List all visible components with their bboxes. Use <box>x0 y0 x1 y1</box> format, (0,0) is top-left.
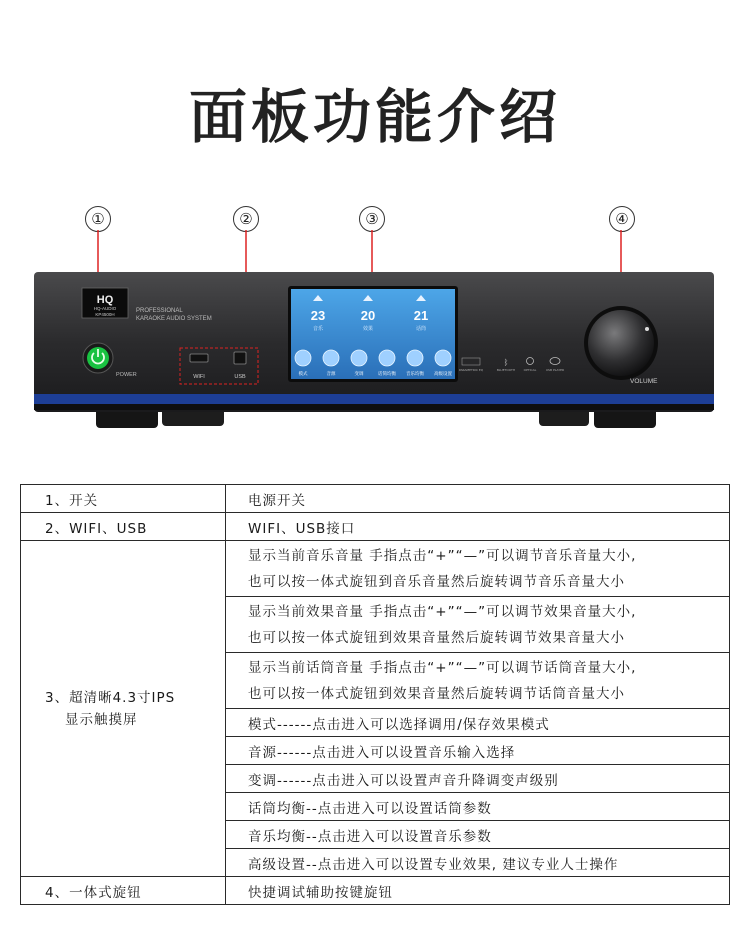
svg-text:OPTICAL: OPTICAL <box>523 368 537 372</box>
model-number: KP4500H <box>95 312 115 317</box>
table-row <box>21 541 730 597</box>
wifi-port <box>190 354 208 362</box>
svg-text:USB PLAYER: USB PLAYER <box>545 368 565 372</box>
usb-label: USB <box>234 374 246 380</box>
usb-port <box>234 352 246 364</box>
level-mic-label: 话筒 <box>415 326 427 332</box>
row1-desc: 电源开关 <box>226 485 730 513</box>
table-row <box>21 513 730 541</box>
wifi-label: WIFI <box>193 374 205 380</box>
svg-text:BLUETOOTH: BLUETOOTH <box>496 368 516 372</box>
row3-item-mode: 模式------点击进入可以选择调用/保存效果模式 <box>226 709 730 737</box>
row3-name <box>21 541 226 877</box>
system-line-1: PROFESSIONAL <box>136 308 183 314</box>
row3-desc-mic: 显示当前话筒音量 手指点击“+”“—”可以调节话筒音量大小, 也可以按一体式旋钮到效果音量然后旋转调节话筒音量大小 <box>226 653 730 709</box>
level-music-value: 23 <box>310 308 326 323</box>
function-table <box>20 484 730 905</box>
row3-desc-music: 显示当前音乐音量 手指点击“+”“—”可以调节音乐音量大小, 也可以按一体式旋钮到音乐音量然后旋转调节音乐音量大小 <box>226 541 730 597</box>
svg-text:模式: 模式 <box>298 372 308 377</box>
table-row <box>21 485 730 513</box>
svg-text:音源: 音源 <box>326 372 336 377</box>
bluetooth-icon: ᛒ <box>503 358 509 367</box>
row3-name-line1: 3、超清晰4.3寸IPS <box>45 689 176 706</box>
svg-text:变调: 变调 <box>354 372 364 377</box>
svg-text:高级设置: 高级设置 <box>434 372 452 377</box>
volume-knob[interactable] <box>588 310 654 376</box>
row3-name-line2: 显示触摸屏 <box>65 711 138 728</box>
level-effect-value: 20 <box>360 308 376 323</box>
row3-item-pitch: 变调------点击进入可以设置声音升降调变声级别 <box>226 765 730 793</box>
svg-text:PARAMETRIC EQ: PARAMETRIC EQ <box>458 368 484 372</box>
brand-sub: HQ-AUDIO <box>93 306 117 311</box>
row3-item-source: 音源------点击进入可以设置音乐输入选择 <box>226 737 730 765</box>
page-title: 面板功能介绍 <box>188 83 561 151</box>
level-music-label: 音乐 <box>312 326 324 332</box>
brand-logo: HQ <box>96 294 114 306</box>
power-label: POWER <box>116 372 137 378</box>
row3-item-advanced: 高级设置--点击进入可以设置专业效果, 建议专业人士操作 <box>226 849 730 877</box>
row4-desc: 快捷调试辅助按键旋钮 <box>226 877 730 905</box>
svg-text:音乐均衡: 音乐均衡 <box>406 372 424 377</box>
callout-2: ② <box>233 206 259 232</box>
table-row <box>21 877 730 905</box>
callout-3: ③ <box>359 206 385 232</box>
row4-name: 4、一体式旋钮 <box>21 877 226 905</box>
callout-4: ④ <box>609 206 635 232</box>
svg-text:话筒均衡: 话筒均衡 <box>378 372 396 377</box>
callout-1: ① <box>85 206 111 232</box>
row1-name: 1、开关 <box>21 485 226 513</box>
row3-item-music-eq: 音乐均衡--点击进入可以设置音乐参数 <box>226 821 730 849</box>
row2-name: 2、WIFI、USB <box>21 513 226 541</box>
touch-screen <box>291 289 455 379</box>
row3-item-mic-eq: 话筒均衡--点击进入可以设置话筒参数 <box>226 793 730 821</box>
system-line-2: KARAOKE AUDIO SYSTEM <box>136 316 212 322</box>
level-effect-label: 效果 <box>362 326 374 332</box>
row3-desc-effect: 显示当前效果音量 手指点击“+”“—”可以调节效果音量大小, 也可以按一体式旋钮到效果音量然后旋转调节效果音量大小 <box>226 597 730 653</box>
volume-label: VOLUME <box>630 378 658 385</box>
row2-desc: WIFI、USB接口 <box>226 513 730 541</box>
level-mic-value: 21 <box>413 308 429 323</box>
amplifier-front-panel <box>34 230 714 430</box>
